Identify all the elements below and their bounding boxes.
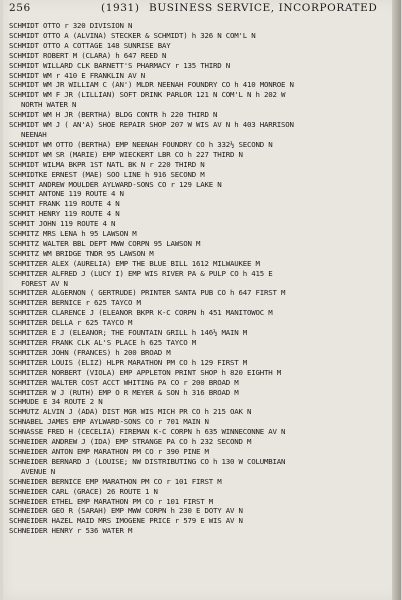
edition-year: (1931) — [101, 2, 140, 14]
directory-entry: SCHMIDT OTTO r 320 DIVISION N — [9, 21, 133, 30]
directory-entry: SCHMITZER WALTER COST ACCT WHITING PA CO r 200 BROAD M — [9, 377, 239, 387]
directory-entry: SCHMIDTKE ERNEST (MAE) SOO LINE h 916 SECOND M — [9, 169, 205, 179]
directory-entry: SCHNEIDER ANDREW J (IDA) EMP STRANGE PA CO h 232 SECOND M — [9, 437, 252, 447]
page-header — [9, 2, 389, 16]
directory-entry: SCHNEIDER CARL (GRACE) 26 ROUTE 1 N — [9, 486, 158, 496]
directory-entry: SCHMITZER E J (ELEANOR; THE FOUNTAIN GRILL h 146½ MAIN M — [9, 328, 247, 338]
directory-entry: SCHMITZER ALEX (AURELIA) EMP THE BLUE BILL 1612 MILWAUKEE M — [9, 258, 260, 268]
directory-entry: SCHMITZ WALTER BBL DEPT MWW CORPN 95 LAWSON M — [9, 238, 201, 248]
directory-entry: SCHNEIDER BERNICE EMP MARATHON PM CO r 101 FIRST M — [9, 476, 222, 486]
directory-entry: SCHMITZ MRS LENA h 95 LAWSON M — [9, 229, 137, 239]
directory-entry: SCHNABEL JAMES EMP AYLWARD-SONS CO r 701 MAIN N — [9, 417, 209, 427]
directory-listing — [9, 21, 393, 536]
directory-entry: SCHMITZER ALGERNON ( GERTRUDE) PRINTER SANTA PUB CO h 647 FIRST M — [9, 288, 286, 298]
directory-entry: SCHMIT ANDREW MOULDER AYLWARD-SONS CO r 129 LAKE N — [9, 179, 222, 189]
directory-entry: SCHNEIDER GEO R (SARAH) EMP MWW CORPN h 230 E DOTY AV N — [9, 506, 243, 516]
directory-entry: SCHMUTZ ALVIN J (ADA) DIST MGR WIS MICH PR CO h 215 OAK N — [9, 407, 252, 417]
directory-entry: SCHMITZER LOUIS (ELIZ) HLPR MARATHON PM CO h 129 FIRST M — [9, 357, 247, 367]
directory-entry-continuation: NEENAH — [21, 129, 47, 139]
directory-entry: SCHMIDT WM J ( AN'A) SHOE REPAIR SHOP 207 W WIS AV N h 403 HARRISON — [9, 120, 294, 130]
directory-entry: SCHMITZER NORBERT (VIOLA) EMP APPLETON PRINT SHOP h 820 EIGHTH M — [9, 367, 281, 377]
publisher-title: BUSINESS SERVICE, INCORPORATED — [149, 2, 378, 14]
directory-entry: SCHMITZER CLARENCE J (ELEANOR BKPR K-C CORPN h 451 MANITOWOC M — [9, 308, 273, 318]
directory-entry: SCHMITZER JOHN (FRANCES) h 200 BROAD M — [9, 347, 171, 357]
directory-entry: SCHMIDT OTTO A (ALVINA) STECKER & SCHMIDT) h 326 N COM'L N — [9, 30, 256, 40]
directory-entry: SCHMITZER ALFRED J (LUCY I) EMP WIS RIVER PA & PULP CO h 415 E — [9, 268, 273, 278]
directory-entry: SCHMIDT WM SR (MARIE) EMP WIECKERT LBR CO h 227 THIRD N — [9, 149, 243, 159]
directory-entry: SCHMITZER DELLA r 625 TAYCO M — [9, 318, 133, 328]
directory-entry: SCHNEIDER ETHEL EMP MARATHON PM CO r 101 FIRST M — [9, 496, 213, 506]
directory-entry-continuation: NORTH WATER N — [21, 100, 77, 110]
directory-entry: SCHMIT ANTONE 119 ROUTE 4 N — [9, 189, 124, 199]
directory-entry: SCHNEIDER HENRY r 536 WATER M — [9, 526, 133, 536]
directory-entry-continuation: AVENUE N — [21, 466, 55, 476]
directory-entry: SCHMUDE E 34 ROUTE 2 N — [9, 397, 103, 407]
directory-entry: SCHMITZ WM BRIDGE TNDR 95 LAWSON M — [9, 248, 154, 258]
directory-entry: SCHNEIDER BERNARD J (LOUISE; NW DISTRIBUTING CO h 130 W COLUMBIAN — [9, 456, 286, 466]
page-number: 256 — [9, 2, 31, 14]
directory-entry: SCHMIDT WILMA BKPR 1ST NATL BK N r 220 THIRD N — [9, 159, 205, 169]
directory-entry: SCHMIDT OTTO A COTTAGE 148 SUNRISE BAY — [9, 40, 171, 50]
directory-entry: SCHMIDT WM OTTO (BERTHA) EMP NEENAH FOUNDRY CO h 332½ SECOND N — [9, 139, 273, 149]
directory-entry: SCHMIT FRANK 119 ROUTE 4 N — [9, 199, 120, 209]
directory-entry: SCHMIDT WILLARD CLK BARNETT'S PHARMACY r 135 THIRD N — [9, 60, 230, 70]
directory-entry: SCHMIDT WM F JR (LILLIAN) SOFT DRINK PARLOR 121 N COM'L N h 202 W — [9, 90, 286, 100]
directory-entry-continuation: FOREST AV N — [21, 278, 68, 288]
directory-entry: SCHMITZER FRANK CLK AL'S PLACE h 625 TAYCO M — [9, 338, 196, 347]
directory-entry: SCHNASSE FRED H (CECELIA) FIREMAN K-C CORPN h 635 WINNECONNE AV N — [9, 427, 286, 437]
directory-entry: SCHMITZER BERNICE r 625 TAYCO M — [9, 298, 141, 308]
directory-entry: SCHNEIDER HAZEL MAID MRS IMOGENE PRICE r 579 E WIS AV N — [9, 516, 243, 526]
directory-entry: SCHMIDT WM H JR (BERTHA) BLDG CONTR h 220 THIRD N — [9, 110, 218, 120]
directory-entry: SCHMIT JOHN 119 ROUTE 4 N — [9, 219, 116, 229]
directory-page — [3, 0, 401, 600]
directory-entry: SCHMIDT WM r 410 E FRANKLIN AV N — [9, 70, 145, 80]
directory-entry: SCHMIDT ROBERT M (CLARA) h 647 REED N — [9, 50, 167, 60]
book-spine-edge — [392, 0, 401, 600]
directory-entry: SCHMITZER W J (RUTH) EMP O R MEYER & SON h 316 BROAD M — [9, 387, 239, 397]
directory-entry: SCHMIDT WM JR WILLIAM C (AN') MLDR NEENAH FOUNDRY CO h 410 MONROE N — [9, 80, 294, 90]
directory-entry: SCHNEIDER ANTON EMP MARATHON PM CO r 390 PINE M — [9, 446, 209, 456]
directory-entry: SCHMIT HENRY 119 ROUTE 4 N — [9, 209, 120, 219]
